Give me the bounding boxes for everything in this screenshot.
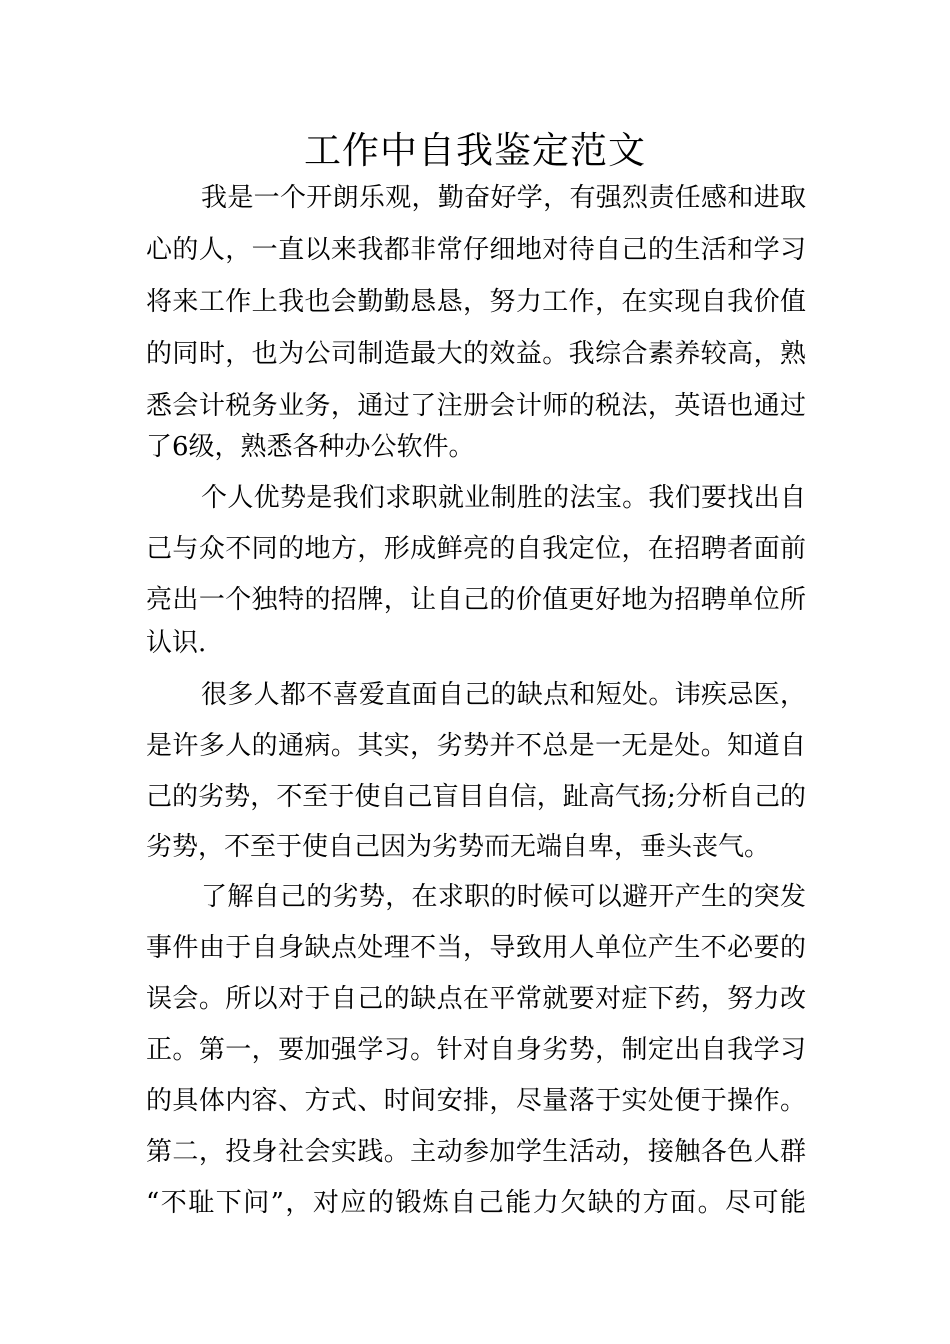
paragraph-line: 我是一个开朗乐观，勤奋好学，有强烈责任感和进取: [201, 183, 806, 213]
document-title: 工作中自我鉴定范文: [304, 129, 646, 172]
paragraph-line: 了解自己的劣势，在求职的时候可以避开产生的突发: [201, 882, 806, 912]
paragraph-line: 悉会计税务业务，通过了注册会计师的税法，英语也通过: [146, 391, 806, 421]
paragraph-line: 了6级，熟悉各种办公软件。: [146, 432, 475, 462]
paragraph-line: 己的劣势，不至于使自己盲目自信，趾高气扬;分析自己的: [146, 782, 806, 812]
paragraph-line: 正。第一，要加强学习。针对自身劣势，制定出自我学习: [146, 1035, 806, 1065]
paragraph-line: 个人优势是我们求职就业制胜的法宝。我们要找出自: [201, 483, 806, 513]
paragraph-line: 认识.: [146, 628, 207, 658]
paragraph-line: 心的人，一直以来我都非常仔细地对待自己的生活和学习: [146, 235, 806, 265]
paragraph-line: 亮出一个独特的招牌，让自己的价值更好地为招聘单位所: [146, 585, 806, 615]
paragraph-line: 误会。所以对于自己的缺点在平常就要对症下药，努力改: [146, 984, 806, 1014]
paragraph-line: 的同时，也为公司制造最大的效益。我综合素养较高，熟: [146, 339, 806, 369]
paragraph-line: “不耻下问”，对应的锻炼自己能力欠缺的方面。尽可能: [146, 1188, 806, 1218]
paragraph-line: 第二，投身社会实践。主动参加学生活动，接触各色人群: [146, 1137, 806, 1167]
paragraph-line: 事件由于自身缺点处理不当，导致用人单位产生不必要的: [146, 933, 806, 963]
paragraph-line: 是许多人的通病。其实，劣势并不总是一无是处。知道自: [146, 731, 806, 761]
paragraph-line: 劣势，不至于使自己因为劣势而无端自卑，垂头丧气。: [146, 832, 771, 862]
paragraph-line: 己与众不同的地方，形成鲜亮的自我定位，在招聘者面前: [146, 534, 806, 564]
paragraph-line: 将来工作上我也会勤勤恳恳，努力工作，在实现自我价值: [146, 287, 806, 317]
paragraph-line: 的具体内容、方式、时间安排，尽量落于实处便于操作。: [146, 1086, 806, 1116]
paragraph-line: 很多人都不喜爱直面自己的缺点和短处。讳疾忌医，: [201, 680, 806, 710]
